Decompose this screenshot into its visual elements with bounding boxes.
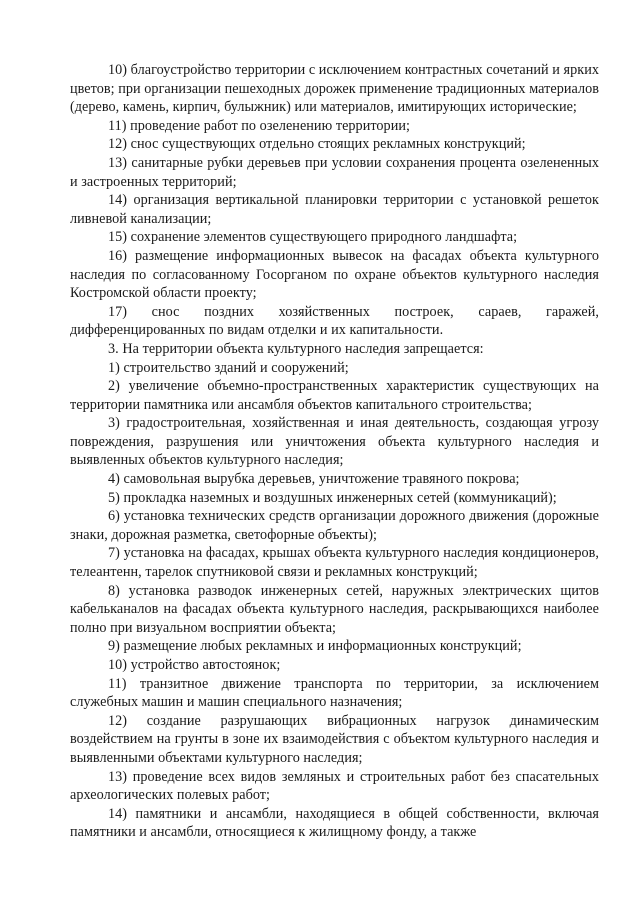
prohibited-item-10: 10) устройство автостоянок; — [108, 657, 281, 673]
prohibited-item-2: 2) увеличение объемно-пространственных характеристик существующих на территории памятника или ансамбля объектов капитального строительства; — [70, 378, 599, 413]
item-15-landscape-preservation: 15) сохранение элементов существующего природного ландшафта; — [108, 229, 518, 246]
item-13-sanitary-felling: 13) санитарные рубки деревьев при условии сохранения процента озелененных и застроенных территорий; — [70, 154, 599, 190]
prohibited-item-3: 3) градостроительная, хозяйственная и иная деятельность, создающая угрозу повреждения, разрушения или уничтожения объекта культурного наследия и выявленных объектов культурного наследия; — [70, 415, 599, 469]
prohibited-item-1: 1) строительство зданий и сооружений; — [108, 359, 349, 376]
prohibited-item-13: 13) проведение всех видов земляных и строительных работ без спасательных археологических полевых работ; — [70, 768, 599, 804]
prohibited-item-11: 11) транзитное движение транспорта по территории, за исключением служебных машин и машин специального назначения; — [70, 675, 599, 711]
item-17-late-buildings: 17) снос поздних хозяйственных построек, сараев, гаражей, дифференцированных по видам отделки и их капитальности. — [70, 303, 599, 339]
prohibited-item-9: 9) размещение любых рекламных и информационных конструкций; — [108, 638, 522, 655]
prohibited-item-6: 6) установка технических средств организации дорожного движения (дорожные знаки, дорожная разметка, светофорные объекты); — [70, 508, 599, 543]
prohibited-item-12: 12) создание разрушающих вибрационных нагрузок динамическим воздействием на грунты в зоне их взаимодействия с объектом культурного наследия и выявленными объектами культурного наследия; — [70, 712, 599, 766]
item-11-greening: 11) проведение работ по озеленению территории; — [108, 117, 410, 134]
item-10-landscaping: 10) благоустройство территории с исключением контрастных сочетаний и ярких цветов; при организации пешеходных дорожек применение традиционных материалов (дерево, камень, кирпич, булыжник) или материалов, имитирующих исторические; — [70, 62, 599, 116]
prohibited-item-4: 4) самовольная вырубка деревьев, уничтожение травяного покрова; — [108, 471, 520, 488]
item-16-signboards: 16) размещение информационных вывесок на фасадах объекта культурного наследия по согласованному Госорганом по охране объектов культурного наследия Костромской области проекту; — [70, 247, 599, 302]
prohibited-item-5: 5) прокладка наземных и воздушных инженерных сетей (коммуникаций); — [108, 489, 557, 506]
prohibited-item-14: 14) памятники и ансамбли, находящиеся в общей собственности, включая памятники и ансамбли, относящиеся к жилищному фонду, а также — [70, 805, 599, 841]
document-body — [70, 61, 599, 842]
section-3-heading: 3. На территории объекта культурного наследия запрещается: — [108, 340, 484, 357]
item-12-ad-removal: 12) снос существующих отдельно стоящих рекламных конструкций; — [108, 136, 526, 153]
prohibited-item-7: 7) установка на фасадах, крышах объекта культурного наследия кондиционеров, телеантенн, тарелок спутниковой связи и рекламных конструкций; — [70, 545, 599, 581]
item-14-vertical-planning: 14) организация вертикальной планировки территории с установкой решеток ливневой канализации; — [70, 192, 599, 227]
prohibited-item-8: 8) установка разводок инженерных сетей, наружных электрических щитов кабельканалов на фасадах объекта культурного наследия, раскрывающихся наиболее полно при визуальном восприятии объекта; — [70, 582, 599, 636]
